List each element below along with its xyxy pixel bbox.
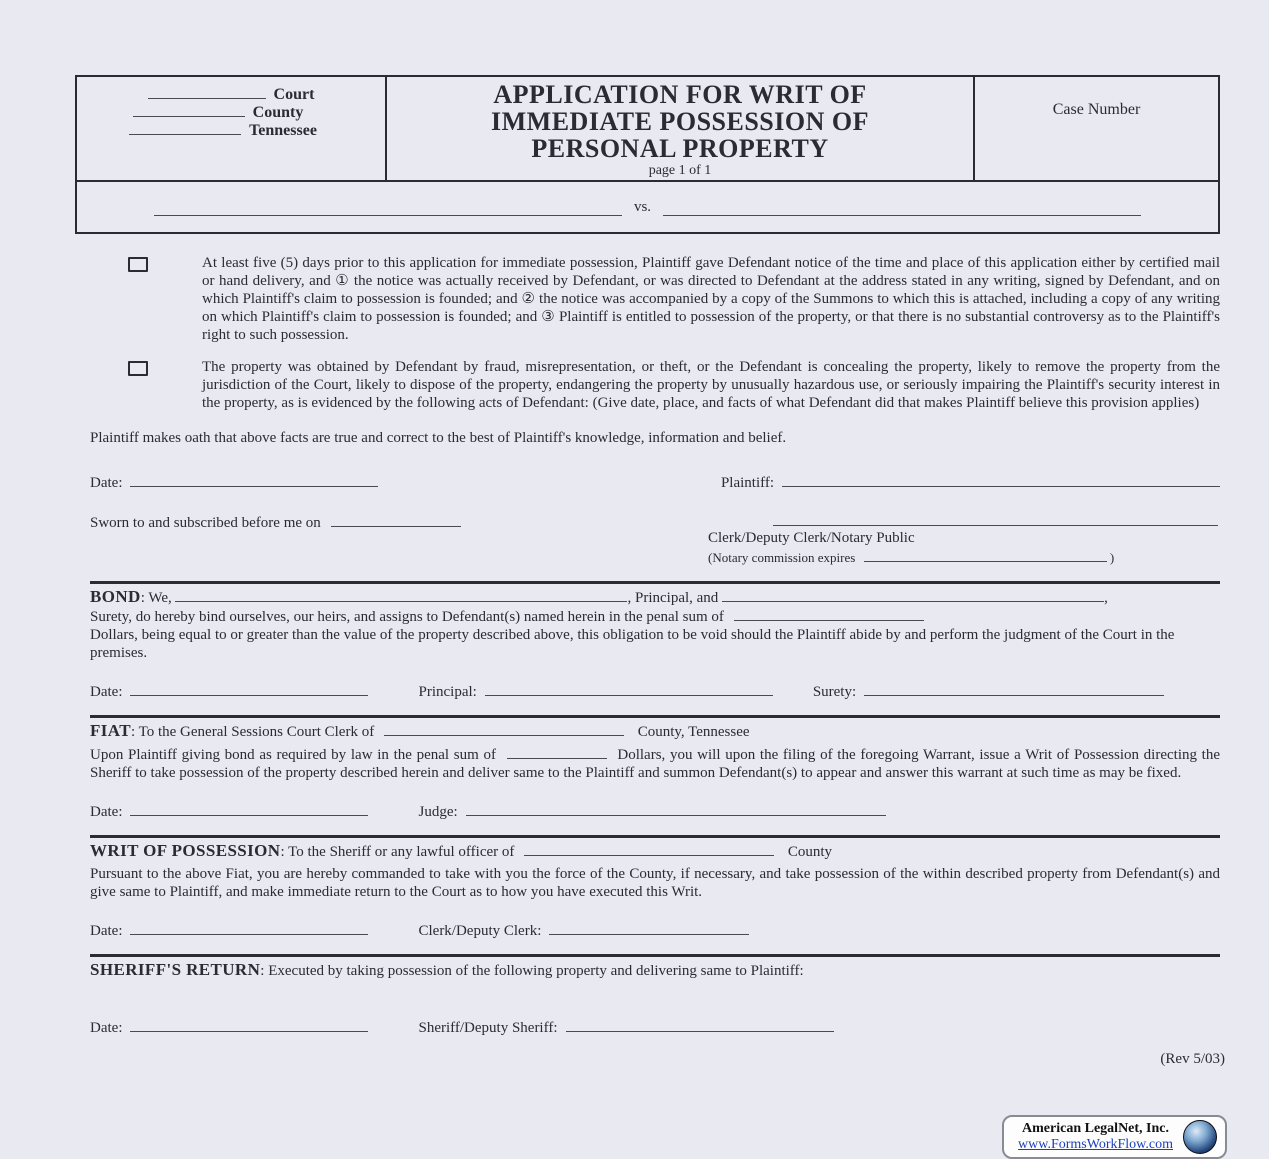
plaintiff-signature-group	[721, 473, 1220, 492]
state-label: Tennessee	[249, 122, 317, 139]
bond-comma: ,	[1104, 590, 1108, 606]
bond-principal-label: Principal:	[418, 684, 477, 700]
bond-surety-name-blank[interactable]	[722, 588, 1104, 602]
writ-county-suffix: County	[787, 844, 833, 860]
fiat-county-blank[interactable]	[384, 722, 624, 736]
sheriff-date-label: Date:	[90, 1020, 123, 1036]
notice-paragraph-2	[90, 358, 1220, 412]
bond-penal-sum-blank[interactable]	[734, 607, 924, 621]
case-number-box[interactable]	[975, 77, 1218, 180]
title-line-2: IMMEDIATE POSSESSION OF	[491, 107, 869, 136]
bond-heading: BOND	[90, 587, 141, 606]
writ-county-blank[interactable]	[524, 842, 774, 856]
county-name-blank[interactable]	[133, 103, 245, 117]
bond-line-1	[90, 588, 1220, 607]
sheriff-intro: : Executed by taking possession of the following property and delivering same to Plaintiff:	[260, 963, 804, 979]
bond-surety-label: Surety:	[812, 684, 857, 700]
sheriff-label: Sheriff/Deputy Sheriff:	[418, 1020, 558, 1036]
sworn-text: Sworn to and subscribed before me on	[90, 515, 321, 531]
sheriff-line-1	[90, 961, 1220, 980]
fiat-line-1	[90, 722, 1220, 741]
section-divider-writ	[90, 835, 1220, 838]
bond-surety-sign-blank[interactable]	[864, 682, 1164, 696]
vs-label: vs.	[633, 198, 652, 215]
writ-clerk-label: Clerk/Deputy Clerk:	[418, 923, 542, 939]
writ-clerk-sign-blank[interactable]	[549, 921, 749, 935]
fiat-county-suffix: County, Tennessee	[637, 724, 750, 740]
notice-checkbox-1[interactable]	[128, 257, 148, 272]
fiat-body-b: Dollars, you will upon the filing of the foregoing Warrant, issue a Writ of Possession directing the Sheriff to take possession of the property described herein and deliver same to the Plaintiff and summon Defendant(s) to appear and answer this warrant at such time as may be fixed.	[90, 747, 1221, 781]
writ-signature-row	[90, 921, 1220, 940]
notice-text-1: At least five (5) days prior to this application for immediate possession, Plaintiff gave Defendant notice of the time and place of this application either by certified mail or hand delivery, and ① the notice was actually received by Defendant, or was directed to Defendant at the address stated in any writing, signed by Defendant, and on which Plaintiff's claim to possession is founded; and ② the notice was accompanied by a copy of the Summons to which this is attached, including a copy of any writing on which Plaintiff's claim to possession is founded; and ③ Plaintiff is entitled to possession of the property, or that there is no substantial controversy as to the Plaintiff's right to such possession.	[202, 255, 1220, 343]
court-label: Court	[273, 86, 315, 103]
bond-line-3: Dollars, being equal to or greater than the value of the property described above, this obligation to be void should the Plaintiff abide by and perform the judgment of the Court in the premises.	[90, 627, 1175, 661]
bond-signature-row	[90, 682, 1220, 701]
plaintiff-signature-blank[interactable]	[782, 473, 1220, 487]
form-title-box	[387, 77, 975, 180]
writ-body: Pursuant to the above Fiat, you are hereby commanded to take with you the force of the County, if necessary, and take possession of the within described property from Defendant(s) and give same to Plaintiff, and make immediate return to the Court as to how you have executed this Writ.	[90, 866, 1220, 900]
plaintiff-name-blank[interactable]	[154, 199, 622, 216]
header-top-row	[77, 77, 1218, 182]
vendor-brand: American LegalNet, Inc.	[1022, 1121, 1169, 1136]
page-indicator: page 1 of 1	[648, 163, 712, 178]
notary-line	[708, 548, 1220, 567]
vendor-url-link[interactable]: www.FormsWorkFlow.com	[1018, 1137, 1173, 1152]
court-line	[77, 85, 385, 103]
clerk-signature-block	[708, 513, 1220, 567]
title-line-3: PERSONAL PROPERTY	[531, 134, 829, 163]
fiat-body	[90, 745, 1220, 782]
sheriff-sign-blank[interactable]	[566, 1018, 834, 1032]
writ-section	[90, 842, 1220, 940]
sworn-date-blank[interactable]	[331, 513, 461, 527]
notary-close-text: )	[1109, 550, 1115, 565]
fiat-heading: FIAT	[90, 721, 131, 740]
bond-principal-name-blank[interactable]	[175, 588, 627, 602]
case-number-label: Case Number	[1052, 101, 1141, 118]
sheriff-signature-row	[90, 1018, 1220, 1037]
writ-heading: WRIT OF POSSESSION	[90, 841, 281, 860]
title-line-1: APPLICATION FOR WRIT OF	[493, 80, 867, 109]
plaintiff-signature-label: Plaintiff:	[720, 475, 774, 491]
court-identification-box	[77, 77, 387, 180]
fiat-intro: : To the General Sessions Court Clerk of	[130, 724, 375, 740]
county-line	[77, 103, 359, 121]
sheriff-date-blank[interactable]	[130, 1018, 368, 1032]
fiat-signature-row	[90, 802, 1220, 821]
bond-date-blank[interactable]	[130, 682, 368, 696]
vendor-badge[interactable]	[1002, 1115, 1227, 1159]
bond-principal-sign-blank[interactable]	[485, 682, 773, 696]
bond-intro: : We,	[140, 590, 172, 606]
oath-signature-row	[90, 473, 1220, 492]
writ-date-blank[interactable]	[130, 921, 368, 935]
fiat-judge-label: Judge:	[418, 804, 458, 820]
sworn-row	[90, 513, 1220, 567]
oath-date-blank[interactable]	[130, 473, 378, 487]
bond-section	[90, 588, 1220, 701]
county-label: County	[252, 104, 304, 121]
notice-text-2: The property was obtained by Defendant by fraud, misrepresentation, or theft, or the Defendant is concealing the property, likely to remove the property from the jurisdiction of the Court, likely to dispose of the property, endangering the property by unusually hazardous use, or seriously impairing the Plaintiff's security interest in the property, as is evidenced by the following acts of Defendant: (Give date, place, and facts of what Defendant did that makes Plaintiff believe this provision applies)	[202, 359, 1220, 411]
sheriff-heading: SHERIFF'S RETURN	[90, 960, 261, 979]
writ-intro: : To the Sheriff or any lawful officer of	[280, 844, 515, 860]
form-title	[387, 81, 973, 162]
oath-statement: Plaintiff makes oath that above facts are true and correct to the best of Plaintiff's knowledge, information and belief.	[90, 430, 787, 446]
bond-date-label: Date:	[90, 684, 123, 700]
form-header-box	[75, 75, 1220, 234]
notice-checkbox-2[interactable]	[128, 361, 148, 376]
scanned-form-page	[0, 75, 1269, 1158]
writ-date-label: Date:	[90, 923, 123, 939]
notary-expiry-blank[interactable]	[864, 548, 1107, 562]
clerk-caption: Clerk/Deputy Clerk/Notary Public	[708, 530, 915, 546]
vendor-badge-wrap	[1002, 1115, 1227, 1159]
bond-line2-text: Surety, do hereby bind ourselves, our heirs, and assigns to Defendant(s) named herein in the penal sum of	[90, 609, 724, 625]
section-divider-bond	[90, 581, 1220, 584]
fiat-body-a: Upon Plaintiff giving bond as required by law in the penal sum of	[90, 747, 496, 763]
oath-date-label: Date:	[90, 475, 123, 491]
state-blank[interactable]	[129, 121, 241, 135]
vendor-badge-text	[1018, 1121, 1173, 1153]
form-body	[90, 254, 1220, 567]
section-divider-sheriff	[90, 954, 1220, 957]
fiat-date-blank[interactable]	[130, 802, 368, 816]
fiat-penal-sum-blank[interactable]	[507, 745, 607, 759]
notice-paragraph-1	[90, 254, 1220, 344]
state-line	[77, 121, 369, 139]
fiat-judge-sign-blank[interactable]	[466, 802, 886, 816]
bond-mid: , Principal, and	[627, 590, 719, 606]
parties-row	[77, 182, 1218, 232]
notary-open-text: (Notary commission expires	[708, 550, 856, 565]
sworn-group	[90, 513, 461, 567]
sheriff-section	[90, 961, 1220, 1037]
fiat-section	[90, 722, 1220, 821]
defendant-name-blank[interactable]	[663, 199, 1141, 216]
globe-icon	[1183, 1120, 1217, 1154]
revision-note: (Rev 5/03)	[1160, 1051, 1225, 1067]
clerk-signature-blank[interactable]	[773, 513, 1218, 526]
court-name-blank[interactable]	[148, 85, 266, 99]
writ-line-1	[90, 842, 1220, 861]
fiat-date-label: Date:	[90, 804, 123, 820]
section-divider-fiat	[90, 715, 1220, 718]
bond-line-2	[90, 607, 1220, 626]
